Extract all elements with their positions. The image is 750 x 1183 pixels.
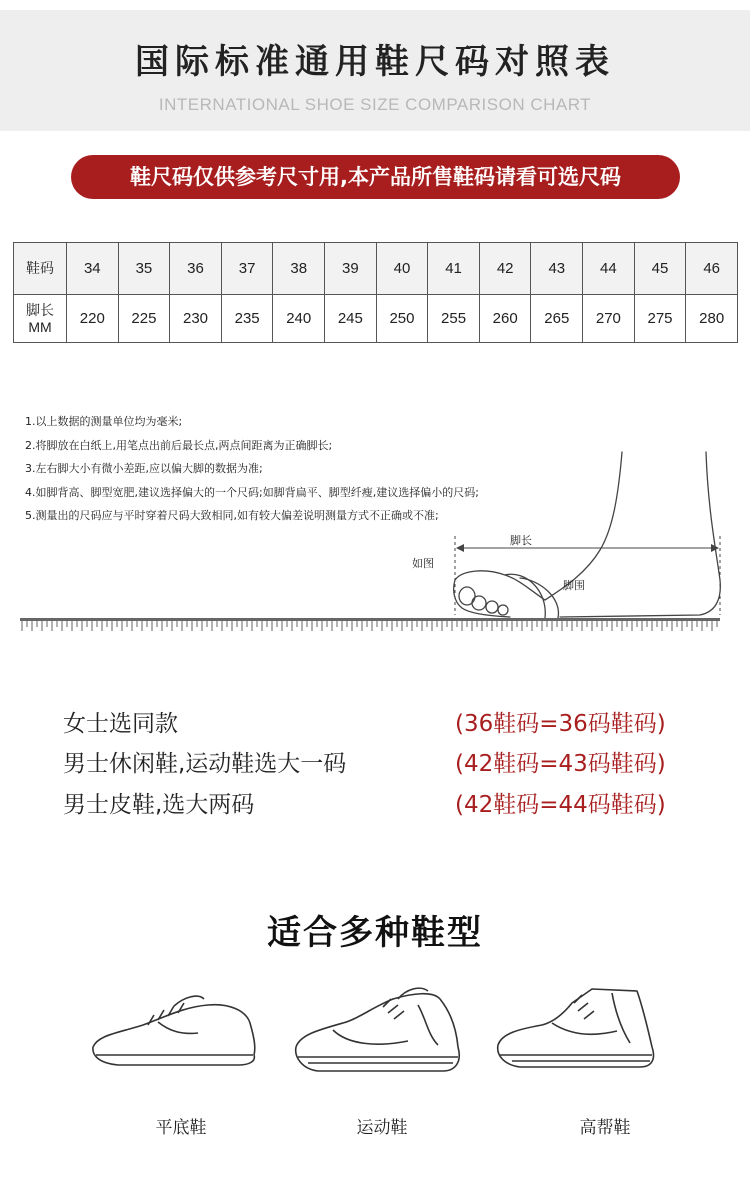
length-cell: 275 (634, 295, 686, 343)
note-item: 3.左右脚大小有微小差距,应以偏大脚的数据为准; (25, 462, 263, 475)
ruler (20, 618, 720, 632)
length-cell: 270 (583, 295, 635, 343)
size-cell: 46 (686, 243, 738, 295)
note-item: 2.将脚放在白纸上,用笔点出前后最长点,两点间距离为正确脚长; (25, 438, 333, 452)
length-row-label (14, 295, 67, 343)
recommendation-text: 男士皮鞋,选大两码 (63, 792, 255, 818)
high-top-shoe-icon (492, 985, 662, 1085)
length-cell: 255 (428, 295, 480, 343)
length-cell: 225 (118, 295, 170, 343)
size-cell: 37 (221, 243, 273, 295)
foot-length-label: 脚长 (510, 534, 532, 547)
foot-measure-illustration (0, 440, 750, 620)
example-label: 如图 (412, 557, 434, 570)
shoe-types-title: 适合多种鞋型 (267, 913, 483, 953)
size-cell: 35 (118, 243, 170, 295)
recommendation-note: (42鞋码=44码鞋码) (455, 792, 666, 818)
length-label-unit: MM (28, 318, 52, 335)
length-cell: 230 (170, 295, 222, 343)
note-item: 1.以上数据的测量单位均为毫米; (25, 415, 183, 428)
size-row-label: 鞋码 (14, 243, 67, 295)
foot-girth-label: 脚围 (563, 579, 585, 592)
length-cell: 220 (67, 295, 119, 343)
length-row (14, 295, 738, 343)
size-cell: 40 (376, 243, 428, 295)
size-cell: 45 (634, 243, 686, 295)
size-cell: 41 (428, 243, 480, 295)
recommendation-text: 男士休闲鞋,运动鞋选大一码 (63, 751, 347, 777)
page-title: 国际标准通用鞋尺码对照表 (135, 42, 615, 82)
size-cell: 36 (170, 243, 222, 295)
size-row (14, 243, 738, 295)
note-item: 5.测量出的尺码应与平时穿着尺码大致相同,如有较大偏差说明测量方式不正确或不准; (25, 509, 439, 522)
page-subtitle: INTERNATIONAL SHOE SIZE COMPARISON CHART (158, 95, 592, 114)
size-cell: 39 (325, 243, 377, 295)
size-cell: 38 (273, 243, 325, 295)
shoe-label-high-top: 高帮鞋 (579, 1118, 631, 1138)
length-cell: 280 (686, 295, 738, 343)
length-cell: 265 (531, 295, 583, 343)
size-cell: 43 (531, 243, 583, 295)
recommendation-note: (36鞋码=36码鞋码) (455, 711, 666, 737)
length-label-cn: 脚长 (26, 301, 54, 318)
length-cell: 250 (376, 295, 428, 343)
note-item: 4.如脚背高、脚型宽肥,建议选择偏大的一个尺码;如脚背扁平、脚型纤瘦,建议选择偏小的尺码; (25, 485, 479, 499)
flat-shoe-icon (88, 985, 263, 1085)
length-cell: 260 (479, 295, 531, 343)
recommendation-note: (42鞋码=43码鞋码) (455, 751, 666, 777)
length-cell: 245 (325, 295, 377, 343)
size-cell: 42 (479, 243, 531, 295)
size-cell: 44 (583, 243, 635, 295)
length-cell: 235 (221, 295, 273, 343)
shoe-label-sports: 运动鞋 (356, 1118, 408, 1138)
shoe-label-flat: 平底鞋 (155, 1118, 207, 1138)
size-cell: 34 (67, 243, 119, 295)
size-table (13, 242, 738, 343)
length-cell: 240 (273, 295, 325, 343)
notice-banner: 鞋尺码仅供参考尺寸用,本产品所售鞋码请看可选尺码 (71, 155, 680, 199)
sports-shoe-icon (288, 985, 468, 1085)
recommendation-text: 女士选同款 (63, 711, 178, 737)
